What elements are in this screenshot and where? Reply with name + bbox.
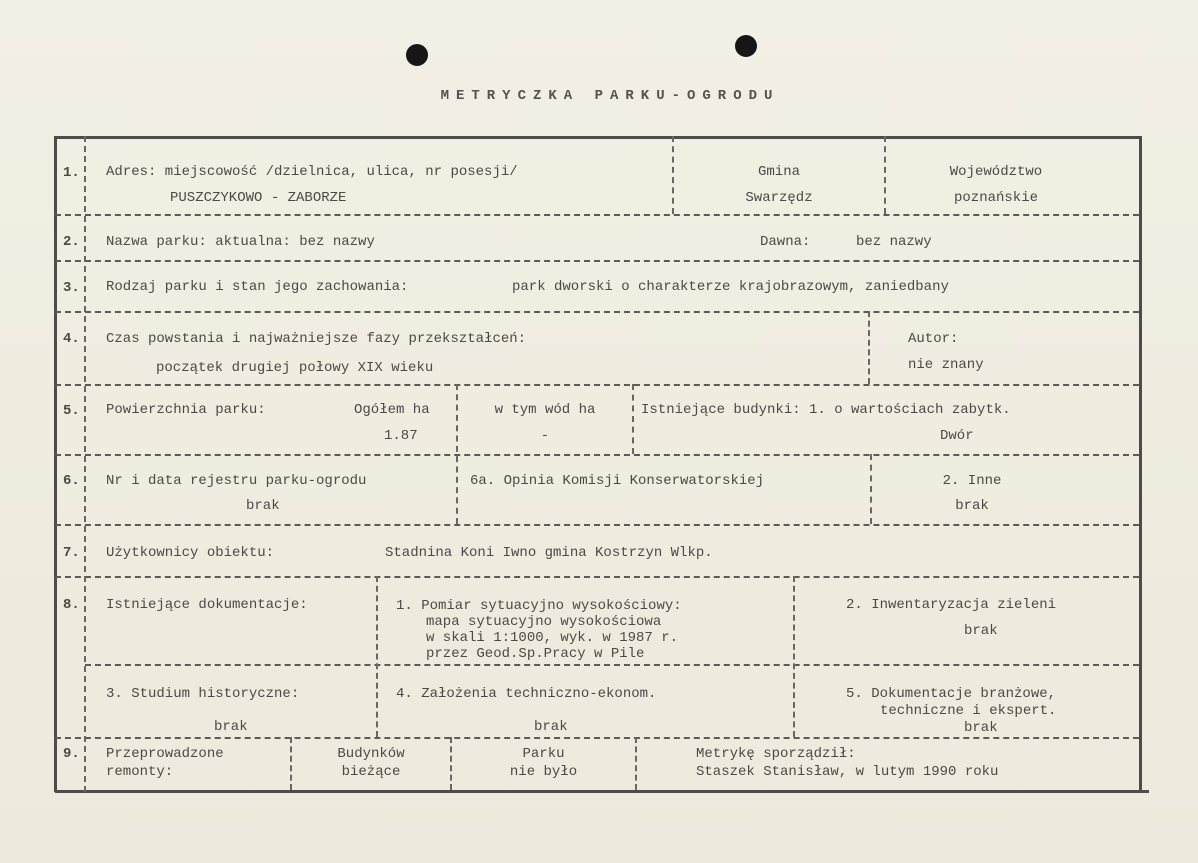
technical-assumptions-value: brak <box>534 719 568 735</box>
row-number: 8. <box>63 597 80 613</box>
documentation-label: Istniejące dokumentacje: <box>106 597 308 613</box>
park-renovation-value: nie było <box>509 764 578 780</box>
historical-study-value: brak <box>214 719 248 735</box>
row-divider <box>55 524 1139 526</box>
origin-value: początek drugiej połowy XIX wieku <box>156 360 434 376</box>
industry-docs-line-2: techniczne i ekspert. <box>880 703 1057 719</box>
frame-right <box>1139 136 1142 792</box>
frame-left <box>54 136 57 792</box>
greenery-inventory-label: 2. Inwentaryzacja zieleni <box>846 597 1057 613</box>
park-name-label: Nazwa parku: aktualna: bez nazwy <box>106 234 375 250</box>
park-renovation-label: Parku <box>522 746 565 762</box>
register-label: Nr i data rejestru parku-ogrodu <box>106 473 367 489</box>
punch-hole <box>406 44 428 66</box>
area-label: Powierzchnia parku: <box>106 402 266 418</box>
former-name-value: bez nazwy <box>856 234 932 250</box>
row-number: 1. <box>63 165 80 181</box>
row-divider <box>55 260 1139 262</box>
cell-divider <box>793 576 795 737</box>
register-value: brak <box>246 498 280 514</box>
row-divider <box>55 214 1139 216</box>
number-column-divider <box>84 136 86 792</box>
survey-line-3: w skali 1:1000, wyk. w 1987 r. <box>426 630 679 646</box>
cell-divider <box>635 737 637 790</box>
former-name-label: Dawna: <box>760 234 811 250</box>
row-divider <box>55 454 1139 456</box>
author-value: nie znany <box>908 357 984 373</box>
row-number: 6. <box>63 473 80 489</box>
users-value: Stadnina Koni Iwno gmina Kostrzyn Wlkp. <box>385 545 713 561</box>
industry-docs-line-1: 5. Dokumentacje branżowe, <box>846 686 1057 702</box>
survey-line-2: mapa sytuacyjno wysokościowa <box>426 614 662 630</box>
address-label: Adres: miejscowość /dzielnica, ulica, nr posesji/ <box>106 164 518 180</box>
row-divider <box>55 311 1139 313</box>
park-type-label: Rodzaj parku i stan jego zachowania: <box>106 279 409 295</box>
park-type-value: park dworski o charakterze krajobrazowym, zaniedbany <box>512 279 949 295</box>
cell-divider <box>632 384 634 454</box>
row-number: 4. <box>63 331 80 347</box>
technical-assumptions-label: 4. Założenia techniczno-ekonom. <box>396 686 657 702</box>
row-number: 7. <box>63 545 80 561</box>
frame-bottom <box>55 790 1149 793</box>
row-number: 5. <box>63 403 80 419</box>
industry-docs-value: brak <box>964 720 998 736</box>
renovations-label-2: remonty: <box>106 764 174 780</box>
card-title: METRYCZKA PARKU-OGRODU <box>440 88 780 104</box>
cell-divider <box>868 311 870 384</box>
other-value: brak <box>955 498 989 514</box>
water-area-value: - <box>540 428 550 444</box>
buildings-renovation-label: Budynków <box>337 746 405 762</box>
commission-opinion-label: 6a. Opinia Komisji Konserwatorskiej <box>470 473 765 489</box>
gmina-value: Swarzędz <box>745 190 813 206</box>
total-area-label: Ogółem ha <box>354 402 430 418</box>
gmina-label: Gmina <box>757 164 800 180</box>
row-divider <box>55 576 1139 578</box>
survey-line-4: przez Geod.Sp.Pracy w Pile <box>426 646 645 662</box>
frame-top <box>55 136 1139 139</box>
row-number: 2. <box>63 234 80 250</box>
greenery-inventory-value: brak <box>964 623 998 639</box>
address-value: PUSZCZYKOWO - ZABORZE <box>170 190 347 206</box>
row-divider <box>85 664 1139 666</box>
other-label: 2. Inne <box>942 473 1002 489</box>
prepared-by-value: Staszek Stanisław, w lutym 1990 roku <box>696 764 999 780</box>
punch-hole <box>735 35 757 57</box>
row-number: 3. <box>63 280 80 296</box>
row-divider <box>55 737 1139 739</box>
buildings-value: Dwór <box>940 428 974 444</box>
buildings-label: Istniejące budynki: 1. o wartościach zabytk. <box>641 402 1011 418</box>
row-divider <box>55 384 1139 386</box>
wojewodztwo-label: Województwo <box>949 164 1043 180</box>
survey-line-1: 1. Pomiar sytuacyjno wysokościowy: <box>396 598 682 614</box>
historical-study-label: 3. Studium historyczne: <box>106 686 300 702</box>
buildings-renovation-value: bieżące <box>341 764 401 780</box>
prepared-by-label: Metrykę sporządził: <box>696 746 856 762</box>
users-label: Użytkownicy obiektu: <box>106 545 275 561</box>
author-label: Autor: <box>908 331 959 347</box>
renovations-label-1: Przeprowadzone <box>106 746 224 762</box>
total-area-value: 1.87 <box>384 428 418 444</box>
wojewodztwo-value: poznańskie <box>953 190 1038 206</box>
water-area-label: w tym wód ha <box>494 402 596 418</box>
cell-divider <box>376 576 378 737</box>
row-number: 9. <box>63 746 80 762</box>
origin-label: Czas powstania i najważniejsze fazy przekształceń: <box>106 331 527 347</box>
